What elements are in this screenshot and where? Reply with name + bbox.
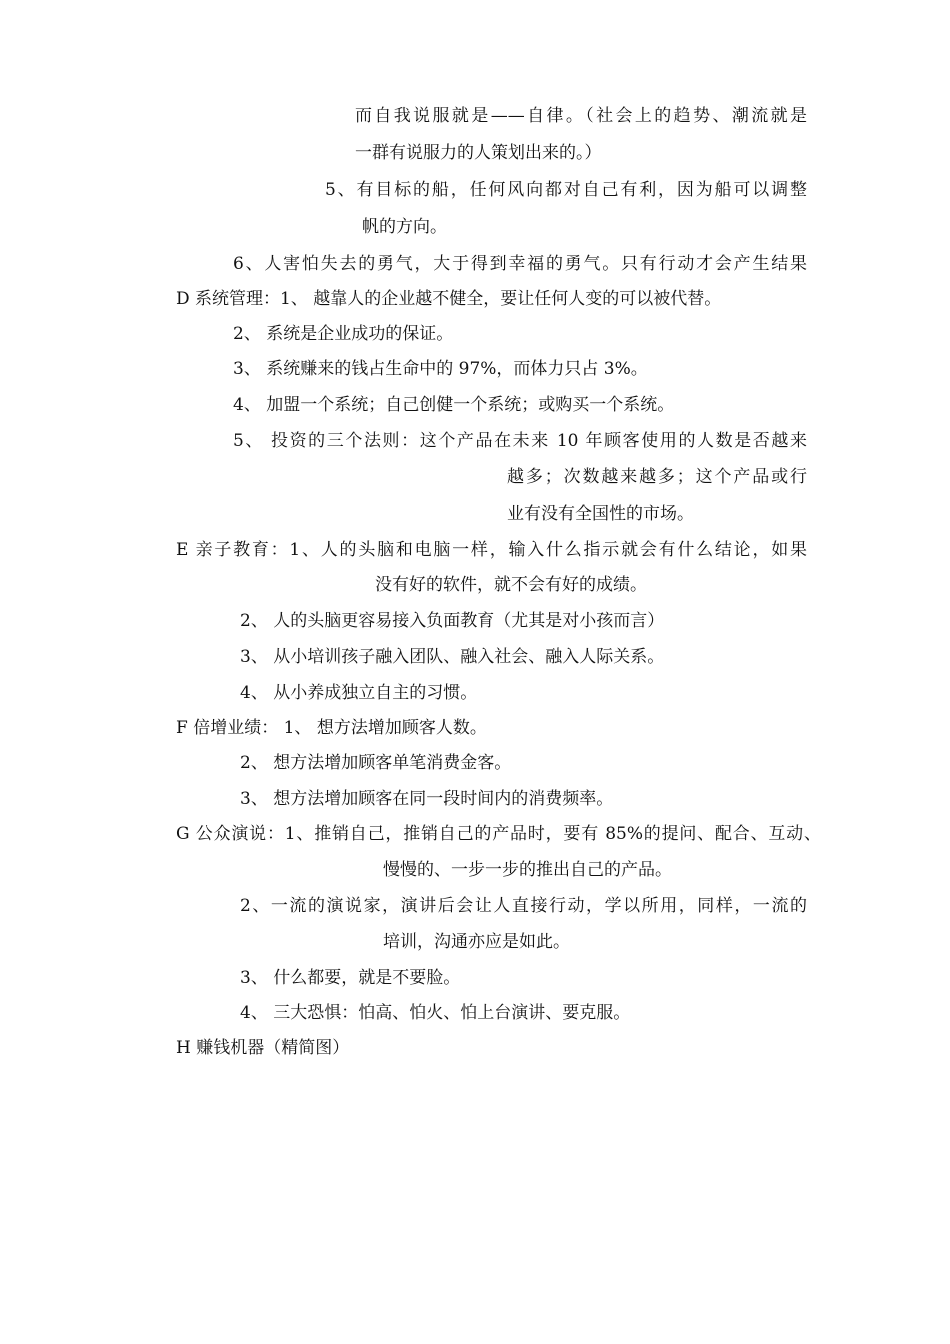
text-line-24: 培训，沟通亦应是如此。	[383, 932, 570, 952]
text-line-14: 没有好的软件，就不会有好的成绩。	[375, 575, 647, 595]
text-line-17: 4、 从小养成独立自主的习惯。	[240, 683, 478, 703]
text-line-20: 3、 想方法增加顾客在同一段时间内的消费频率。	[240, 789, 614, 809]
text-line-10: 5、 投资的三个法则：这个产品在未来 10 年顾客使用的人数是否越来	[233, 431, 807, 451]
text-line-6: D 系统管理：1、 越靠人的企业越不健全，要让任何人变的可以被代替。	[176, 289, 722, 309]
text-line-25: 3、 什么都要，就是不要脸。	[240, 968, 461, 988]
text-line-3: 5、有目标的船，任何风向都对自己有利，因为船可以调整	[325, 180, 807, 200]
text-line-11: 越多；次数越来越多；这个产品或行	[507, 467, 807, 487]
text-line-1: 而自我说服就是——自律。（社会上的趋势、潮流就是	[355, 106, 807, 126]
text-line-16: 3、 从小培训孩子融入团队、融入社会、融入人际关系。	[240, 647, 665, 667]
text-line-13: E 亲子教育：1、人的头脑和电脑一样，输入什么指示就会有什么结论，如果	[176, 540, 807, 560]
text-line-12: 业有没有全国性的市场。	[507, 504, 694, 524]
text-line-7: 2、 系统是企业成功的保证。	[233, 324, 454, 344]
text-line-22: 慢慢的、一步一步的推出自己的产品。	[383, 860, 672, 880]
text-line-26: 4、 三大恐惧：怕高、怕火、怕上台演讲、要克服。	[240, 1003, 631, 1023]
text-line-19: 2、 想方法增加顾客单笔消费金客。	[240, 753, 512, 773]
text-line-18: F 倍增业绩： 1、 想方法增加顾客人数。	[176, 718, 487, 738]
text-line-23: 2、一流的演说家，演讲后会让人直接行动，学以所用，同样，一流的	[240, 896, 807, 916]
text-line-15: 2、 人的头脑更容易接入负面教育（尤其是对小孩而言）	[240, 611, 665, 631]
section-heading-h: H 赚钱机器（精简图）	[176, 1038, 350, 1058]
text-line-4: 帆的方向。	[362, 217, 447, 237]
text-line-8: 3、 系统赚来的钱占生命中的 97%，而体力只占 3%。	[233, 359, 648, 379]
text-line-2: 一群有说服力的人策划出来的。）	[355, 143, 602, 163]
text-line-21: G 公众演说：1、推销自己，推销自己的产品时，要有 85%的提问、配合、互动、	[176, 824, 821, 844]
text-line-9: 4、 加盟一个系统；自己创健一个系统；或购买一个系统。	[233, 395, 675, 415]
text-line-5: 6、人害怕失去的勇气，大于得到幸福的勇气。只有行动才会产生结果	[233, 254, 807, 274]
